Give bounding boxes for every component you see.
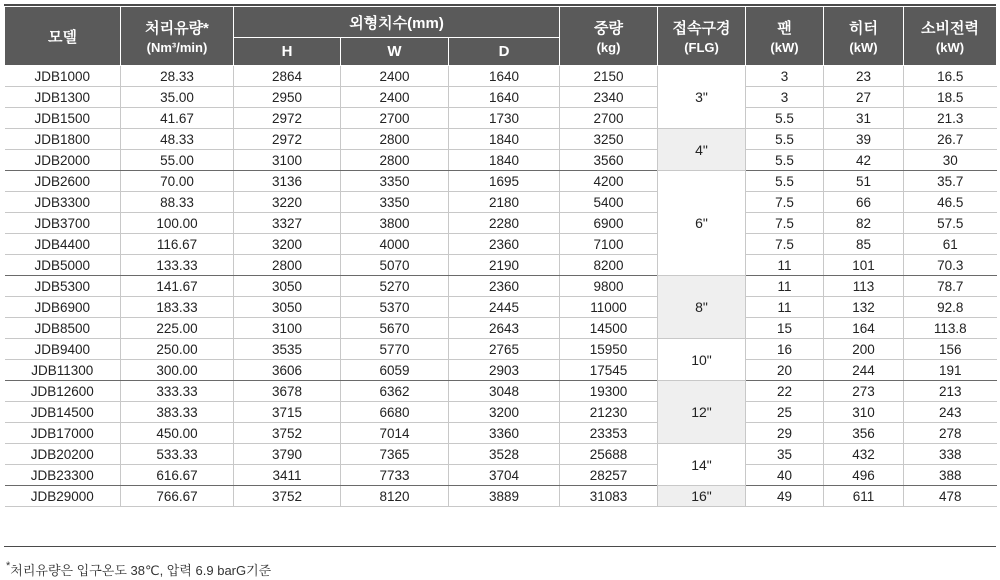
cell-h: 3200	[234, 234, 341, 255]
table-row	[5, 276, 997, 297]
cell-power: 26.7	[904, 129, 997, 150]
cell-model: JDB11300	[5, 360, 121, 381]
cell-d: 2360	[449, 276, 560, 297]
cell-heater: 51	[824, 171, 904, 192]
header-dimensions: 외형치수(mm)	[234, 7, 560, 38]
cell-model: JDB14500	[5, 402, 121, 423]
cell-heater: 66	[824, 192, 904, 213]
cell-d: 2190	[449, 255, 560, 276]
cell-heater: 164	[824, 318, 904, 339]
cell-h: 3100	[234, 150, 341, 171]
cell-w: 5070	[341, 255, 449, 276]
spec-table-container	[4, 6, 996, 507]
cell-d: 1640	[449, 66, 560, 87]
cell-weight: 9800	[560, 276, 658, 297]
cell-model: JDB3300	[5, 192, 121, 213]
cell-weight: 14500	[560, 318, 658, 339]
cell-flow: 141.67	[121, 276, 234, 297]
cell-fan: 5.5	[746, 150, 824, 171]
cell-fan: 49	[746, 486, 824, 507]
footnote-marker: *	[6, 560, 11, 572]
cell-w: 7365	[341, 444, 449, 465]
cell-power: 388	[904, 465, 997, 486]
cell-h: 3678	[234, 381, 341, 402]
cell-weight: 8200	[560, 255, 658, 276]
cell-h: 3050	[234, 276, 341, 297]
cell-d: 3200	[449, 402, 560, 423]
header-h: H	[234, 38, 341, 66]
cell-weight: 25688	[560, 444, 658, 465]
cell-flow: 300.00	[121, 360, 234, 381]
cell-d: 2903	[449, 360, 560, 381]
cell-power: 191	[904, 360, 997, 381]
cell-w: 2700	[341, 108, 449, 129]
cell-h: 2972	[234, 129, 341, 150]
cell-weight: 2700	[560, 108, 658, 129]
cell-heater: 101	[824, 255, 904, 276]
cell-heater: 82	[824, 213, 904, 234]
cell-power: 78.7	[904, 276, 997, 297]
cell-power: 35.7	[904, 171, 997, 192]
cell-w: 7014	[341, 423, 449, 444]
cell-flow: 250.00	[121, 339, 234, 360]
cell-w: 2800	[341, 129, 449, 150]
cell-model: JDB8500	[5, 318, 121, 339]
cell-model: JDB9400	[5, 339, 121, 360]
cell-d: 1640	[449, 87, 560, 108]
cell-flg: 8"	[658, 276, 746, 339]
cell-power: 30	[904, 150, 997, 171]
cell-weight: 28257	[560, 465, 658, 486]
cell-power: 61	[904, 234, 997, 255]
cell-fan: 11	[746, 276, 824, 297]
cell-heater: 273	[824, 381, 904, 402]
footnote	[6, 560, 271, 579]
cell-heater: 31	[824, 108, 904, 129]
cell-flow: 88.33	[121, 192, 234, 213]
cell-d: 1695	[449, 171, 560, 192]
cell-weight: 2150	[560, 66, 658, 87]
cell-flow: 183.33	[121, 297, 234, 318]
cell-weight: 3560	[560, 150, 658, 171]
cell-w: 2400	[341, 87, 449, 108]
cell-fan: 25	[746, 402, 824, 423]
cell-h: 3606	[234, 360, 341, 381]
cell-d: 3704	[449, 465, 560, 486]
header-model: 모델	[5, 7, 121, 66]
table-row	[5, 66, 997, 87]
cell-fan: 22	[746, 381, 824, 402]
cell-flow: 383.33	[121, 402, 234, 423]
table-row	[5, 339, 997, 360]
cell-model: JDB12600	[5, 381, 121, 402]
cell-power: 46.5	[904, 192, 997, 213]
cell-model: JDB1800	[5, 129, 121, 150]
cell-fan: 11	[746, 255, 824, 276]
cell-weight: 31083	[560, 486, 658, 507]
cell-d: 3528	[449, 444, 560, 465]
table-row	[5, 402, 997, 423]
cell-heater: 132	[824, 297, 904, 318]
cell-w: 5270	[341, 276, 449, 297]
cell-h: 3411	[234, 465, 341, 486]
cell-fan: 5.5	[746, 108, 824, 129]
cell-weight: 11000	[560, 297, 658, 318]
cell-flow: 333.33	[121, 381, 234, 402]
header-flg: 접속구경 (FLG)	[658, 7, 746, 66]
cell-h: 2864	[234, 66, 341, 87]
cell-flg: 14"	[658, 444, 746, 486]
cell-power: 16.5	[904, 66, 997, 87]
cell-weight: 17545	[560, 360, 658, 381]
cell-w: 2400	[341, 66, 449, 87]
cell-weight: 4200	[560, 171, 658, 192]
cell-h: 2972	[234, 108, 341, 129]
cell-power: 57.5	[904, 213, 997, 234]
cell-d: 1840	[449, 150, 560, 171]
cell-fan: 16	[746, 339, 824, 360]
cell-fan: 5.5	[746, 129, 824, 150]
cell-weight: 15950	[560, 339, 658, 360]
table-row	[5, 171, 997, 192]
cell-power: 478	[904, 486, 997, 507]
cell-flow: 28.33	[121, 66, 234, 87]
cell-h: 2950	[234, 87, 341, 108]
cell-weight: 21230	[560, 402, 658, 423]
cell-h: 3327	[234, 213, 341, 234]
cell-w: 2800	[341, 150, 449, 171]
cell-flow: 35.00	[121, 87, 234, 108]
cell-power: 18.5	[904, 87, 997, 108]
table-row	[5, 255, 997, 276]
cell-model: JDB29000	[5, 486, 121, 507]
cell-model: JDB1300	[5, 87, 121, 108]
table-row	[5, 465, 997, 486]
cell-h: 3752	[234, 486, 341, 507]
table-row	[5, 192, 997, 213]
cell-w: 3350	[341, 192, 449, 213]
cell-fan: 29	[746, 423, 824, 444]
cell-model: JDB6900	[5, 297, 121, 318]
cell-flow: 450.00	[121, 423, 234, 444]
cell-heater: 244	[824, 360, 904, 381]
cell-fan: 7.5	[746, 192, 824, 213]
header-fan: 팬 (kW)	[746, 7, 824, 66]
cell-power: 338	[904, 444, 997, 465]
cell-heater: 611	[824, 486, 904, 507]
cell-fan: 15	[746, 318, 824, 339]
cell-model: JDB3700	[5, 213, 121, 234]
cell-flg: 4"	[658, 129, 746, 171]
cell-flg: 12"	[658, 381, 746, 444]
cell-h: 3100	[234, 318, 341, 339]
cell-d: 2180	[449, 192, 560, 213]
cell-power: 70.3	[904, 255, 997, 276]
table-row	[5, 381, 997, 402]
cell-heater: 85	[824, 234, 904, 255]
cell-heater: 432	[824, 444, 904, 465]
cell-model: JDB1500	[5, 108, 121, 129]
cell-model: JDB4400	[5, 234, 121, 255]
table-row	[5, 360, 997, 381]
cell-w: 6680	[341, 402, 449, 423]
cell-weight: 3250	[560, 129, 658, 150]
table-row	[5, 297, 997, 318]
cell-d: 1730	[449, 108, 560, 129]
cell-flg: 10"	[658, 339, 746, 381]
cell-flg: 16"	[658, 486, 746, 507]
table-body	[5, 66, 997, 507]
cell-heater: 42	[824, 150, 904, 171]
table-row	[5, 150, 997, 171]
cell-power: 243	[904, 402, 997, 423]
cell-weight: 2340	[560, 87, 658, 108]
cell-w: 5670	[341, 318, 449, 339]
cell-flow: 766.67	[121, 486, 234, 507]
cell-w: 8120	[341, 486, 449, 507]
cell-d: 2643	[449, 318, 560, 339]
cell-d: 2280	[449, 213, 560, 234]
cell-flow: 116.67	[121, 234, 234, 255]
cell-flow: 225.00	[121, 318, 234, 339]
cell-fan: 40	[746, 465, 824, 486]
cell-flow: 55.00	[121, 150, 234, 171]
header-flow: 처리유량* (Nm³/min)	[121, 7, 234, 66]
cell-model: JDB1000	[5, 66, 121, 87]
cell-h: 3752	[234, 423, 341, 444]
table-row	[5, 213, 997, 234]
cell-h: 3220	[234, 192, 341, 213]
cell-heater: 39	[824, 129, 904, 150]
table-header	[5, 7, 997, 66]
cell-weight: 5400	[560, 192, 658, 213]
cell-heater: 200	[824, 339, 904, 360]
cell-w: 3350	[341, 171, 449, 192]
header-weight: 중량 (kg)	[560, 7, 658, 66]
footnote-text: 처리유량은 입구온도 38℃, 압력 6.9 barG기준	[10, 563, 272, 578]
cell-h: 3715	[234, 402, 341, 423]
cell-model: JDB17000	[5, 423, 121, 444]
cell-heater: 496	[824, 465, 904, 486]
cell-flow: 41.67	[121, 108, 234, 129]
header-heater: 히터 (kW)	[824, 7, 904, 66]
cell-fan: 7.5	[746, 234, 824, 255]
cell-d: 3889	[449, 486, 560, 507]
cell-fan: 3	[746, 87, 824, 108]
cell-fan: 20	[746, 360, 824, 381]
cell-w: 6362	[341, 381, 449, 402]
cell-heater: 23	[824, 66, 904, 87]
cell-heater: 356	[824, 423, 904, 444]
cell-model: JDB23300	[5, 465, 121, 486]
cell-flow: 70.00	[121, 171, 234, 192]
cell-power: 156	[904, 339, 997, 360]
cell-d: 1840	[449, 129, 560, 150]
cell-model: JDB20200	[5, 444, 121, 465]
table-row	[5, 87, 997, 108]
cell-flg: 6"	[658, 171, 746, 276]
cell-fan: 35	[746, 444, 824, 465]
cell-flg: 3"	[658, 66, 746, 129]
header-w: W	[341, 38, 449, 66]
header-d: D	[449, 38, 560, 66]
cell-w: 5770	[341, 339, 449, 360]
cell-power: 113.8	[904, 318, 997, 339]
cell-d: 2360	[449, 234, 560, 255]
cell-w: 4000	[341, 234, 449, 255]
cell-model: JDB2600	[5, 171, 121, 192]
cell-model: JDB2000	[5, 150, 121, 171]
cell-power: 278	[904, 423, 997, 444]
table-row	[5, 486, 997, 507]
cell-fan: 5.5	[746, 171, 824, 192]
table-row	[5, 129, 997, 150]
cell-h: 3535	[234, 339, 341, 360]
cell-d: 3048	[449, 381, 560, 402]
cell-weight: 7100	[560, 234, 658, 255]
cell-heater: 310	[824, 402, 904, 423]
cell-flow: 133.33	[121, 255, 234, 276]
cell-model: JDB5000	[5, 255, 121, 276]
table-row	[5, 423, 997, 444]
cell-w: 3800	[341, 213, 449, 234]
cell-h: 3136	[234, 171, 341, 192]
cell-weight: 19300	[560, 381, 658, 402]
cell-d: 3360	[449, 423, 560, 444]
table-row	[5, 444, 997, 465]
cell-power: 92.8	[904, 297, 997, 318]
cell-flow: 533.33	[121, 444, 234, 465]
cell-w: 7733	[341, 465, 449, 486]
header-power: 소비전력 (kW)	[904, 7, 997, 66]
cell-w: 6059	[341, 360, 449, 381]
cell-flow: 616.67	[121, 465, 234, 486]
table-bottom-rule	[4, 546, 996, 547]
cell-d: 2445	[449, 297, 560, 318]
cell-fan: 7.5	[746, 213, 824, 234]
table-row	[5, 234, 997, 255]
cell-h: 3790	[234, 444, 341, 465]
cell-h: 2800	[234, 255, 341, 276]
cell-weight: 6900	[560, 213, 658, 234]
cell-flow: 100.00	[121, 213, 234, 234]
cell-fan: 11	[746, 297, 824, 318]
table-row	[5, 318, 997, 339]
cell-fan: 3	[746, 66, 824, 87]
cell-power: 213	[904, 381, 997, 402]
cell-w: 5370	[341, 297, 449, 318]
table-row	[5, 108, 997, 129]
cell-h: 3050	[234, 297, 341, 318]
cell-heater: 27	[824, 87, 904, 108]
cell-heater: 113	[824, 276, 904, 297]
cell-power: 21.3	[904, 108, 997, 129]
cell-model: JDB5300	[5, 276, 121, 297]
spec-table	[4, 6, 997, 507]
cell-d: 2765	[449, 339, 560, 360]
cell-flow: 48.33	[121, 129, 234, 150]
cell-weight: 23353	[560, 423, 658, 444]
